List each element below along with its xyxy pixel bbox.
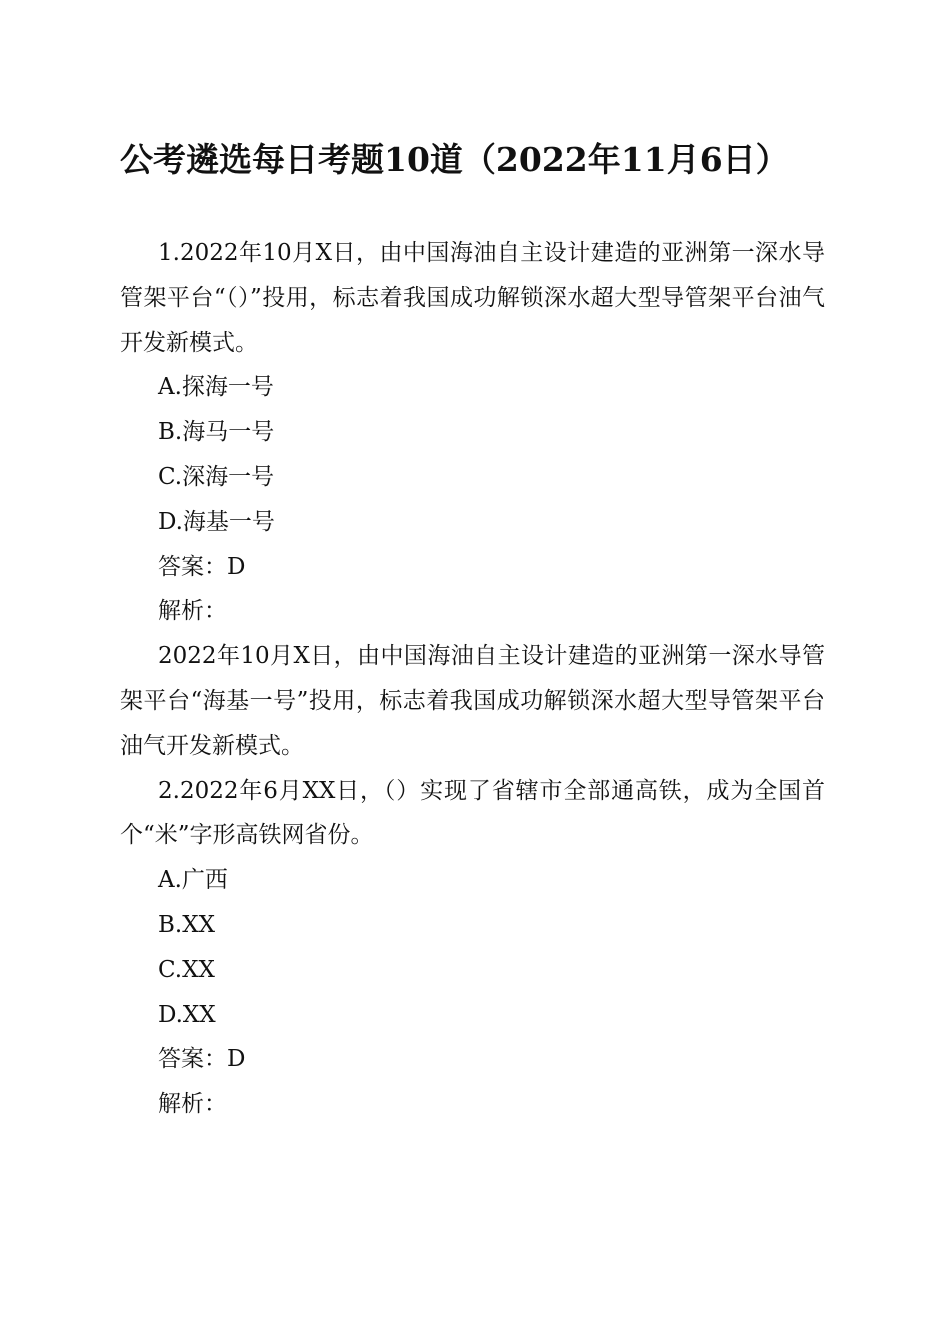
answer: 答案：D	[158, 553, 246, 580]
question-stem: 2.2022年6月XX日，（）实现了省辖市全部通高铁，成为全国首个“米”字形高铁网省份。	[120, 777, 825, 849]
option-d: D.海基一号	[158, 508, 275, 535]
option-d: D.XX	[158, 1001, 216, 1028]
analysis-label: 解析：	[158, 598, 227, 625]
option-a: A.探海一号	[158, 374, 274, 401]
question-stem: 1.2022年10月X日，由中国海油自主设计建造的亚洲第一深水导管架平台“（）”投用，标志着我国成功解锁深水超大型导管架平台油气开发新模式。	[120, 240, 825, 356]
analysis-label: 解析：	[158, 1091, 227, 1118]
option-c: C.XX	[158, 956, 215, 983]
document-title: 公考遴选每日考题10道（2022年11月6日）	[120, 140, 789, 179]
analysis-text: 2022年10月X日，由中国海油自主设计建造的亚洲第一深水导管架平台“海基一号”投用，标志着我国成功解锁深水超大型导管架平台油气开发新模式。	[120, 643, 825, 759]
option-c: C.深海一号	[158, 463, 275, 490]
document-body	[120, 231, 825, 1127]
answer: 答案：D	[158, 1046, 246, 1073]
option-b: B.海马一号	[158, 419, 275, 446]
option-b: B.XX	[158, 911, 215, 938]
option-a: A.广西	[158, 867, 228, 894]
